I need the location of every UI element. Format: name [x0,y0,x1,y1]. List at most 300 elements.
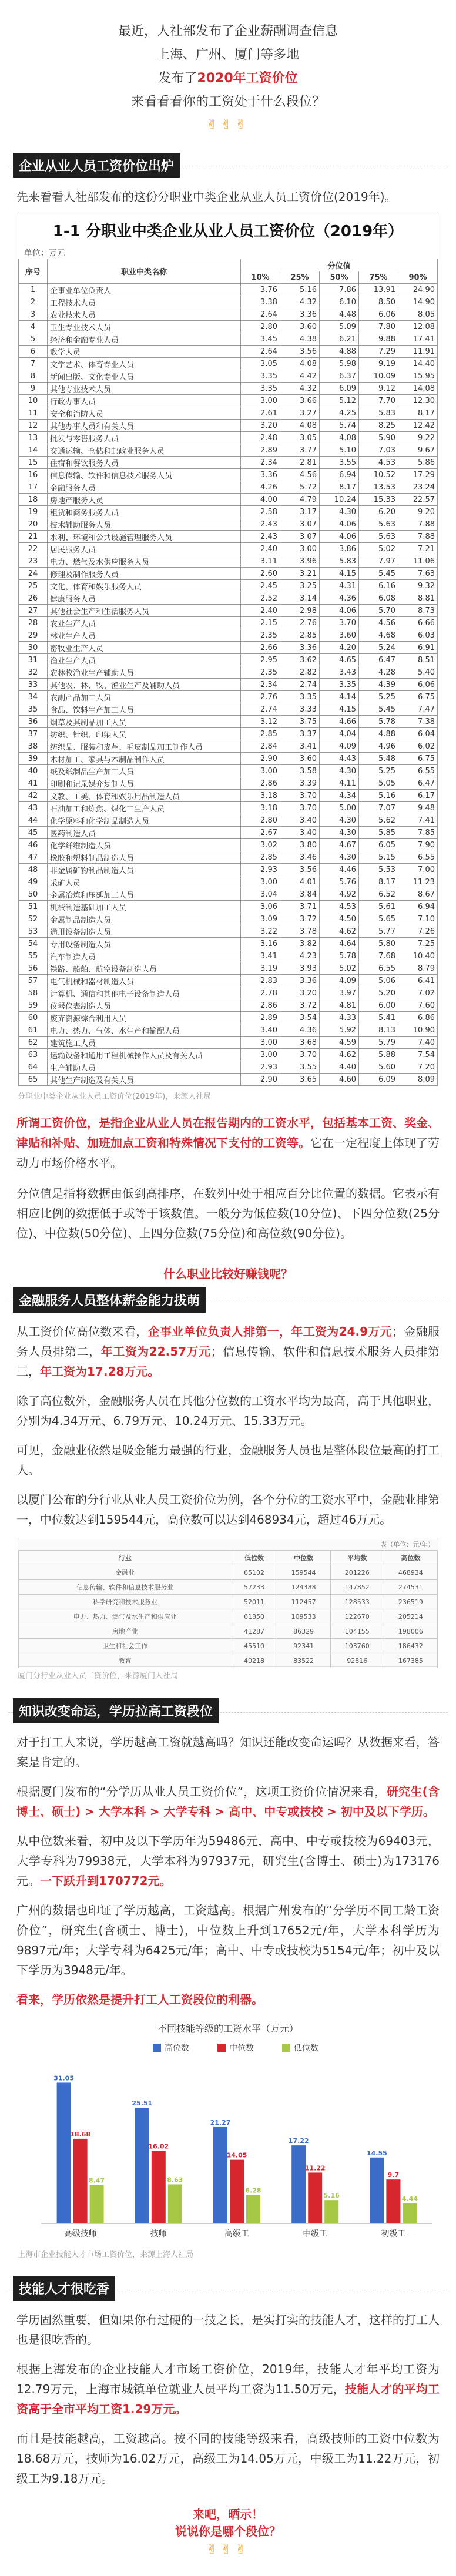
data-label: 9.7 [387,2171,400,2179]
intro-block [0,0,456,136]
salary-value: 6.47 [359,654,398,666]
occupation-name: 住宿和餐饮服务人员 [48,457,241,469]
salary-value: 3.11 [241,555,280,568]
salary-value: 3.36 [280,642,320,654]
education-p3-text: 从中位数来看，初中及以下学历年为59486元，高中、中专或技校为69403元，大学专科为79938元，大学本科为97937元，研究生(含博士、硕士)为173176元。 [16,1834,440,1888]
industry-salary: 109533 [277,1609,330,1624]
salary-value: 4.79 [280,494,320,506]
salary-value: 3.41 [241,950,280,962]
salary-value: 4.96 [359,740,398,753]
salary-value: 3.68 [280,1037,320,1049]
data-label: 8.47 [89,2176,105,2185]
occupation-name: 其他专业技术人员 [48,383,241,395]
salary-value: 3.75 [280,716,320,728]
salary-value: 4.67 [320,839,359,851]
salary-value: 3.35 [280,691,320,703]
industry-name: 金融业 [19,1565,232,1580]
occupation-name: 其他办事人员和有关人员 [48,420,241,432]
occupation-name: 橡胶和塑料制品制造人员 [48,851,241,864]
salary-value: 3.07 [280,518,320,531]
salary-value: 7.70 [359,395,398,407]
salary-value: 4.62 [320,1049,359,1061]
salary-value: 12.42 [398,420,438,432]
salary-value: 7.21 [398,543,438,555]
salary-value: 2.80 [241,321,280,333]
industry-name: 教育 [19,1653,232,1668]
table-row [19,716,438,728]
salary-value: 3.70 [280,1049,320,1061]
salary-table-unit: 单位：万元 [24,249,65,258]
salary-value: 3.00 [280,543,320,555]
salary-value: 4.88 [320,346,359,358]
occupation-name: 工程技术人员 [48,296,241,308]
salary-value: 4.30 [320,506,359,518]
row-number: 30 [19,642,48,654]
row-number: 37 [19,728,48,740]
table-row [19,1580,438,1595]
salary-value: 5.90 [359,432,398,444]
skills-p2-pre: 根据上海发布的企业技能人才市场工资价位，2019年，技能人才年平均工资为12.79万元，上海市城镇单位就业人员平均工资为11.50万元， [16,2362,440,2396]
row-number: 29 [19,629,48,642]
hands-emoji: ✌✌✌ [206,118,250,132]
education-paragraph-1: 对于打工人来说，学历越高工资就越高吗？知识还能改变命运吗？从数据来看，答案是肯定的。 [16,1735,440,1769]
intro-line-3-red: 2020年工资价位 [197,71,298,86]
salary-value: 2.82 [280,666,320,679]
salary-value: 8.50 [359,296,398,308]
data-label: 14.05 [226,2151,247,2159]
row-number: 65 [19,1074,48,1086]
salary-value: 2.78 [241,987,280,999]
occupation-name: 运输设备和通用工程机械操作人员及有关人员 [48,1049,241,1061]
table-row [19,321,438,333]
row-number: 2 [19,296,48,308]
salary-value: 6.52 [359,888,398,901]
table-row [19,654,438,666]
table-row [19,753,438,765]
row-number: 47 [19,851,48,864]
occupation-name: 仪器仪表制造人员 [48,999,241,1012]
row-number: 32 [19,666,48,679]
finance-p1-red3: 年工资为17.28万元。 [40,1364,160,1378]
skills-paragraph-1: 学历固然重要，但如果你有过硬的一技之长，是实打实的技能人才，这样的打工人也是很吃香的。 [16,2313,440,2347]
xiamen-industry-table [18,1550,438,1668]
salary-value: 12.08 [398,321,438,333]
intro-line-1: 最近，人社部发布了企业薪酬调查信息 [118,24,338,39]
legend-swatch [217,2044,226,2052]
occupation-name: 汽车制造人员 [48,950,241,962]
occupation-name: 修理及制作服务人员 [48,568,241,580]
definition-red: 所谓工资价位，是指企业从业人员在报告期内的工资水平，包括基本工资、奖金、津贴和补贴、加班加点工资和特殊情况下支付的工资等。 [16,1116,440,1150]
salary-value: 6.55 [359,962,398,975]
row-number: 42 [19,790,48,802]
salary-table [18,259,438,1086]
salary-value: 7.68 [359,950,398,962]
salary-value: 4.06 [320,605,359,617]
salary-value: 3.20 [280,987,320,999]
industry-salary: 103760 [330,1639,384,1653]
occupation-name: 专用设备制造人员 [48,938,241,950]
salary-value: 6.55 [398,765,438,777]
occupation-name: 木材加工、家具与木制品制作人员 [48,753,241,765]
table-row [19,999,438,1012]
table-row [19,308,438,321]
row-number: 9 [19,383,48,395]
salary-value: 6.66 [398,617,438,629]
row-number: 17 [19,481,48,494]
salary-value: 2.90 [241,753,280,765]
row-number: 44 [19,814,48,827]
salary-value: 3.66 [280,395,320,407]
table-row [19,851,438,864]
bar [168,2184,182,2223]
table-row [19,531,438,543]
row-number: 1 [19,284,48,296]
salary-value: 5.06 [359,975,398,987]
salary-value: 6.75 [398,691,438,703]
row-number: 39 [19,753,48,765]
salary-value: 6.94 [398,901,438,913]
salary-value: 5.92 [320,1024,359,1037]
occupation-name: 计算机、通信和其他电子设备制造人员 [48,987,241,999]
salary-value: 4.53 [359,457,398,469]
occupation-name: 文教、工美、体育和娱乐用品制造人员 [48,790,241,802]
salary-value: 3.27 [280,407,320,420]
occupation-name: 医药制造人员 [48,827,241,839]
row-number: 13 [19,432,48,444]
occupation-name: 化学纤维制造人员 [48,839,241,851]
salary-value: 3.58 [280,765,320,777]
salary-value: 6.91 [398,642,438,654]
table-row [19,1639,438,1653]
industry-salary: 92341 [277,1639,330,1653]
salary-value: 3.55 [320,457,359,469]
section-heading-4-text: 技能人才很吃香 [13,2276,115,2301]
occupation-name: 农副产品加工人员 [48,691,241,703]
salary-value: 5.12 [320,395,359,407]
salary-value: 3.38 [241,296,280,308]
salary-value: 3.93 [280,962,320,975]
occupation-name: 卫生专业技术人员 [48,321,241,333]
salary-value: 4.26 [241,481,280,494]
education-p2-pre: 根据厦门发布的“分学历从业人员工资价位”，这项工资价位情况来看， [16,1785,387,1799]
table-row [19,728,438,740]
bar [135,2108,149,2223]
salary-value: 3.00 [241,876,280,888]
salary-value: 3.96 [280,555,320,568]
salary-value: 2.40 [241,605,280,617]
data-label: 6.28 [245,2186,261,2195]
salary-value: 6.00 [359,999,398,1012]
row-number: 40 [19,765,48,777]
outro-line-2: 说说你是哪个段位？ [175,2524,281,2538]
occupation-name: 安全和消防人员 [48,407,241,420]
salary-value: 2.74 [280,679,320,691]
finance-p1-mid2: ；信息传输、软件和信息技术服务人员排第三， [16,1344,440,1378]
salary-value: 9.88 [359,333,398,346]
salary-value: 3.20 [241,420,280,432]
salary-value: 9.12 [359,383,398,395]
table-row [19,395,438,407]
salary-value: 5.02 [320,962,359,975]
row-number: 31 [19,654,48,666]
row-number: 60 [19,1012,48,1024]
percentile-paragraph: 分位值是指将数据由低到高排序，在数列中处于相应百分比位置的数据。它表示有相应比例的数据低于或等于该数值。一般分为低位数(10分位)、下四分位数(25分位)、中位数(50分位)、上四分位数(75分位)和高位数(90分位)。 [16,1186,440,1240]
bar [152,2151,166,2223]
salary-value: 5.02 [359,543,398,555]
row-number: 7 [19,358,48,370]
x-tick-label: 初级工 [381,2229,406,2239]
pct-header: 25% [280,271,320,284]
salary-value: 6.09 [359,1074,398,1086]
salary-value: 7.85 [398,827,438,839]
salary-value: 5.86 [398,457,438,469]
education-p3-red: 一下跃升到170772元。 [40,1874,172,1888]
salary-value: 3.07 [280,531,320,543]
table-row [19,679,438,691]
occupation-name: 信息传输、软件和信息技术服务人员 [48,469,241,481]
salary-value: 2.81 [280,457,320,469]
industry-salary: 147852 [330,1580,384,1595]
salary-value: 3.97 [320,987,359,999]
row-number: 52 [19,913,48,925]
salary-value: 3.00 [241,1049,280,1061]
table-row [19,1595,438,1609]
salary-value: 5.72 [280,481,320,494]
salary-value: 5.60 [359,1061,398,1074]
table-row [19,506,438,518]
table-row [19,740,438,753]
occupation-name: 电力、燃气及水供应服务人员 [48,555,241,568]
salary-value: 3.60 [280,753,320,765]
salary-value: 22.57 [398,494,438,506]
section-heading-2 [0,1287,456,1316]
row-number: 20 [19,518,48,531]
row-number: 64 [19,1061,48,1074]
skills-paragraph-3: 而且是技能越高，工资越高。按不同的技能等级来看，高级技师的工资中位数为18.68万元，技师为16.02万元，高级工为14.05万元，中级工为11.22万元，初级工为9.18万元。 [16,2431,440,2486]
skills-paragraph-2 [0,2359,456,2419]
salary-value: 2.95 [241,654,280,666]
salary-value: 8.17 [320,481,359,494]
table-row [19,370,438,383]
salary-value: 7.26 [398,925,438,938]
row-number: 21 [19,531,48,543]
salary-value: 3.40 [280,827,320,839]
salary-value: 5.40 [398,666,438,679]
occupation-name: 技术辅助服务人员 [48,518,241,531]
industry-salary: 159544 [277,1565,330,1580]
table-row [19,407,438,420]
table-row [19,543,438,555]
table-row [19,703,438,716]
salary-value: 4.30 [320,814,359,827]
salary-value: 4.04 [320,728,359,740]
salary-value: 3.21 [280,568,320,580]
salary-value: 6.94 [320,469,359,481]
occupation-name: 电气机械和器材制造人员 [48,975,241,987]
salary-value: 5.20 [359,987,398,999]
salary-value: 3.18 [241,802,280,814]
salary-value: 3.41 [280,740,320,753]
salary-value: 5.25 [359,691,398,703]
salary-value: 5.65 [359,913,398,925]
bar [291,2145,306,2223]
salary-value: 4.88 [359,728,398,740]
salary-value: 5.85 [359,827,398,839]
salary-value: 14.08 [398,383,438,395]
data-label: 5.16 [323,2192,340,2200]
row-number: 51 [19,901,48,913]
salary-value: 4.32 [280,296,320,308]
salary-value: 15.33 [359,494,398,506]
salary-value: 3.78 [280,925,320,938]
salary-value: 10.90 [398,1024,438,1037]
row-number: 24 [19,568,48,580]
occupation-name: 其他社会生产和生活服务人员 [48,605,241,617]
salary-value: 8.17 [398,407,438,420]
occupation-name: 居民服务人员 [48,543,241,555]
table-row [19,629,438,642]
salary-value: 4.15 [320,703,359,716]
occupation-name: 渔业生产人员 [48,654,241,666]
table-row [19,901,438,913]
salary-value: 6.47 [398,777,438,790]
data-label: 25.51 [132,2099,153,2108]
industry-salary: 205214 [384,1609,437,1624]
data-label: 31.05 [53,2074,74,2082]
salary-value: 4.42 [280,370,320,383]
row-number: 62 [19,1037,48,1049]
outro-hands-emoji: ✌✌✌ [206,2543,250,2557]
xiamen-col-header: 平均数 [330,1551,384,1565]
salary-value: 4.60 [320,1074,359,1086]
salary-value: 4.00 [241,494,280,506]
industry-salary: 104155 [330,1624,384,1639]
salary-value: 5.70 [359,605,398,617]
salary-value: 6.08 [359,592,398,605]
table-row [19,284,438,296]
occupation-name: 印刷和记录媒介复制人员 [48,777,241,790]
bar [308,2172,322,2223]
salary-value: 2.43 [241,531,280,543]
data-label: 4.44 [401,2195,418,2203]
salary-table-title: 1-1 分职业中类企业从业人员工资价位（2019年） [52,223,404,240]
salary-value: 2.60 [241,568,280,580]
salary-value: 5.83 [320,555,359,568]
salary-value: 2.34 [241,679,280,691]
salary-value: 2.76 [241,691,280,703]
salary-value: 10.24 [320,494,359,506]
row-number: 63 [19,1049,48,1061]
salary-value: 2.58 [241,506,280,518]
occupation-name: 畜牧业生产人员 [48,642,241,654]
salary-value: 4.64 [320,938,359,950]
salary-value: 3.14 [280,592,320,605]
salary-value: 5.61 [359,901,398,913]
table-row [19,938,438,950]
salary-value: 4.50 [320,913,359,925]
salary-value: 5.16 [359,790,398,802]
x-tick-label: 技师 [150,2229,167,2239]
salary-value: 4.08 [280,420,320,432]
pct-header: 10% [241,271,280,284]
salary-value: 3.37 [280,728,320,740]
salary-value: 3.00 [241,395,280,407]
industry-salary: 45510 [232,1639,277,1653]
row-number: 36 [19,716,48,728]
salary-value: 5.74 [320,420,359,432]
salary-value: 7.40 [398,1037,438,1049]
salary-value: 2.85 [280,629,320,642]
salary-value: 4.30 [320,765,359,777]
salary-value: 23.24 [398,481,438,494]
salary-value: 7.97 [359,555,398,568]
x-tick-label: 中级工 [303,2229,328,2239]
salary-value: 3.80 [280,839,320,851]
occupation-name: 林业生产人员 [48,629,241,642]
salary-value: 8.79 [398,962,438,975]
section-heading-3-text: 知识改变命运，学历拉高工资段位 [13,1698,219,1723]
salary-value: 4.36 [280,1024,320,1037]
salary-value: 2.64 [241,346,280,358]
salary-value: 10.52 [359,469,398,481]
table-row [19,346,438,358]
salary-value: 5.63 [359,531,398,543]
salary-value: 15.95 [398,370,438,383]
definition-paragraph [0,1113,456,1173]
occupation-name: 非金属矿物制品制造人员 [48,864,241,876]
industry-salary: 186432 [384,1639,437,1653]
salary-value: 3.16 [241,938,280,950]
salary-value: 4.56 [280,469,320,481]
table-row [19,1037,438,1049]
salary-value: 2.89 [241,444,280,457]
row-number: 45 [19,827,48,839]
xiamen-table-caption: 厦门分行业从业人员工资价位，来源厦门人社局 [18,1672,179,1681]
row-number: 58 [19,987,48,999]
skill-salary-chart-svg [18,2018,438,2247]
row-number: 14 [19,444,48,457]
salary-value: 4.68 [359,629,398,642]
salary-value: 8.51 [398,654,438,666]
salary-value: 6.03 [398,629,438,642]
industry-salary: 40218 [232,1653,277,1668]
salary-table-image [18,212,438,1086]
salary-value: 3.45 [241,333,280,346]
occupation-name: 机械制造基础加工人员 [48,901,241,913]
salary-value: 4.01 [280,876,320,888]
col-name-header: 职业中类名称 [48,259,241,284]
row-number: 53 [19,925,48,938]
salary-value: 9.22 [398,432,438,444]
legend-label: 高位数 [165,2044,189,2053]
industry-salary: 86329 [277,1624,330,1639]
salary-value: 7.38 [398,716,438,728]
salary-value: 3.60 [280,321,320,333]
table-row [19,469,438,481]
bar [90,2185,104,2223]
salary-value: 3.05 [280,432,320,444]
salary-value: 14.90 [398,296,438,308]
salary-value: 4.09 [320,740,359,753]
salary-value: 2.98 [280,605,320,617]
salary-value: 7.90 [398,839,438,851]
row-number: 59 [19,999,48,1012]
occupation-name: 电力、热力、气体、水生产和输配人员 [48,1024,241,1037]
salary-value: 3.36 [241,469,280,481]
salary-value: 4.09 [320,975,359,987]
salary-value: 24.90 [398,284,438,296]
salary-value: 3.25 [280,580,320,592]
